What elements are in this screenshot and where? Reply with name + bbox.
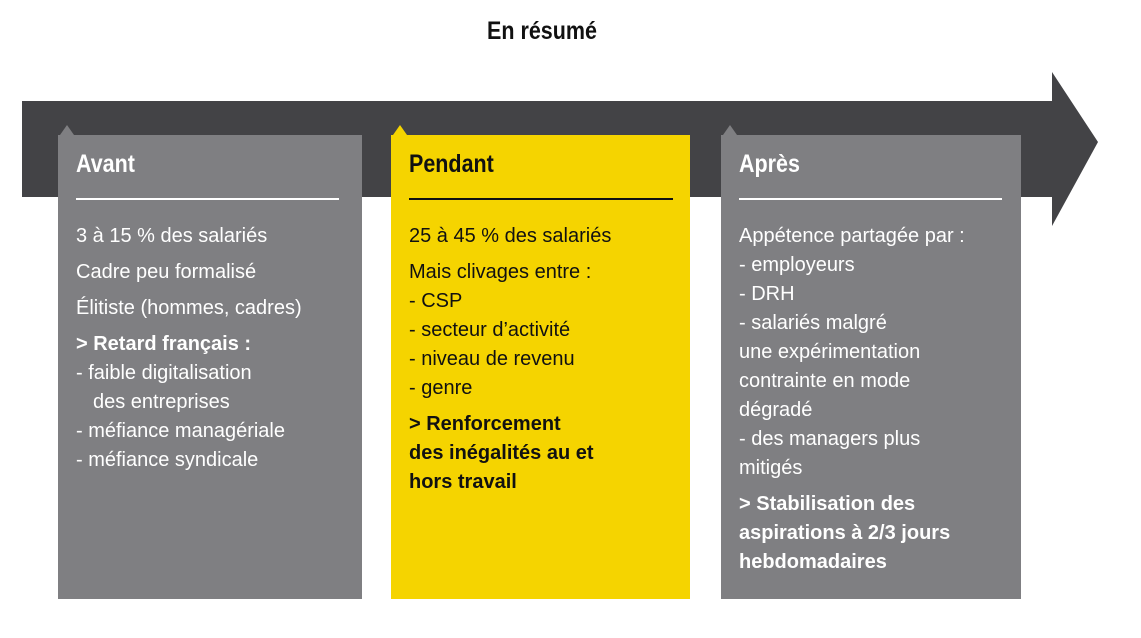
panel-title-apres: Après <box>739 150 800 178</box>
panel-line: Cadre peu formalisé <box>76 261 257 283</box>
panel-pendant <box>391 135 690 599</box>
panel-avant <box>58 135 362 599</box>
panel-apres <box>721 135 1021 599</box>
panel-line: des entreprises <box>93 391 230 413</box>
diagram-title: En résumé <box>487 17 597 45</box>
panel-line: - salariés malgré <box>739 312 887 334</box>
panel-line: - DRH <box>739 283 795 305</box>
panel-conclusion: > Stabilisation des <box>739 493 916 515</box>
panel-notch <box>60 125 74 135</box>
panel-conclusion: hors travail <box>409 471 517 493</box>
title-divider <box>76 198 339 200</box>
panel-line: une expérimentation <box>739 341 921 363</box>
panel-line: - secteur d’activité <box>409 319 571 341</box>
panel-content-pendant <box>409 222 680 497</box>
panel-conclusion: aspirations à 2/3 jours <box>739 522 951 544</box>
panel-conclusion: > Renforcement <box>409 413 561 435</box>
panel-conclusion: > Retard français : <box>76 333 252 355</box>
panel-line: - faible digitalisation <box>76 362 252 384</box>
panel-line: contrainte en mode <box>739 370 911 392</box>
panel-line: - des managers plus <box>739 428 921 450</box>
panel-conclusion: hebdomadaires <box>739 551 887 573</box>
panel-notch <box>723 125 737 135</box>
panel-line: Élitiste (hommes, cadres) <box>76 297 302 319</box>
panel-title-avant: Avant <box>76 150 135 178</box>
panel-line: - niveau de revenu <box>409 348 575 370</box>
panel-line: - genre <box>409 377 473 399</box>
panel-line: Appétence partagée par : <box>739 225 965 247</box>
panel-line: 25 à 45 % des salariés <box>409 225 612 247</box>
panel-line: - méfiance managériale <box>76 420 285 442</box>
panel-line: Mais clivages entre : <box>409 261 592 283</box>
panel-line: dégradé <box>739 399 813 421</box>
panel-line: - CSP <box>409 290 463 312</box>
panel-notch <box>393 125 407 135</box>
panel-conclusion: des inégalités au et <box>409 442 594 464</box>
panel-line: 3 à 15 % des salariés <box>76 225 268 247</box>
panel-line: - méfiance syndicale <box>76 449 259 471</box>
panel-title-pendant: Pendant <box>409 150 494 178</box>
panel-line: - employeurs <box>739 254 855 276</box>
title-divider <box>409 198 673 200</box>
panel-content-avant <box>76 222 352 475</box>
panel-line: mitigés <box>739 457 803 479</box>
panel-content-apres <box>739 222 1011 577</box>
title-divider <box>739 198 1002 200</box>
